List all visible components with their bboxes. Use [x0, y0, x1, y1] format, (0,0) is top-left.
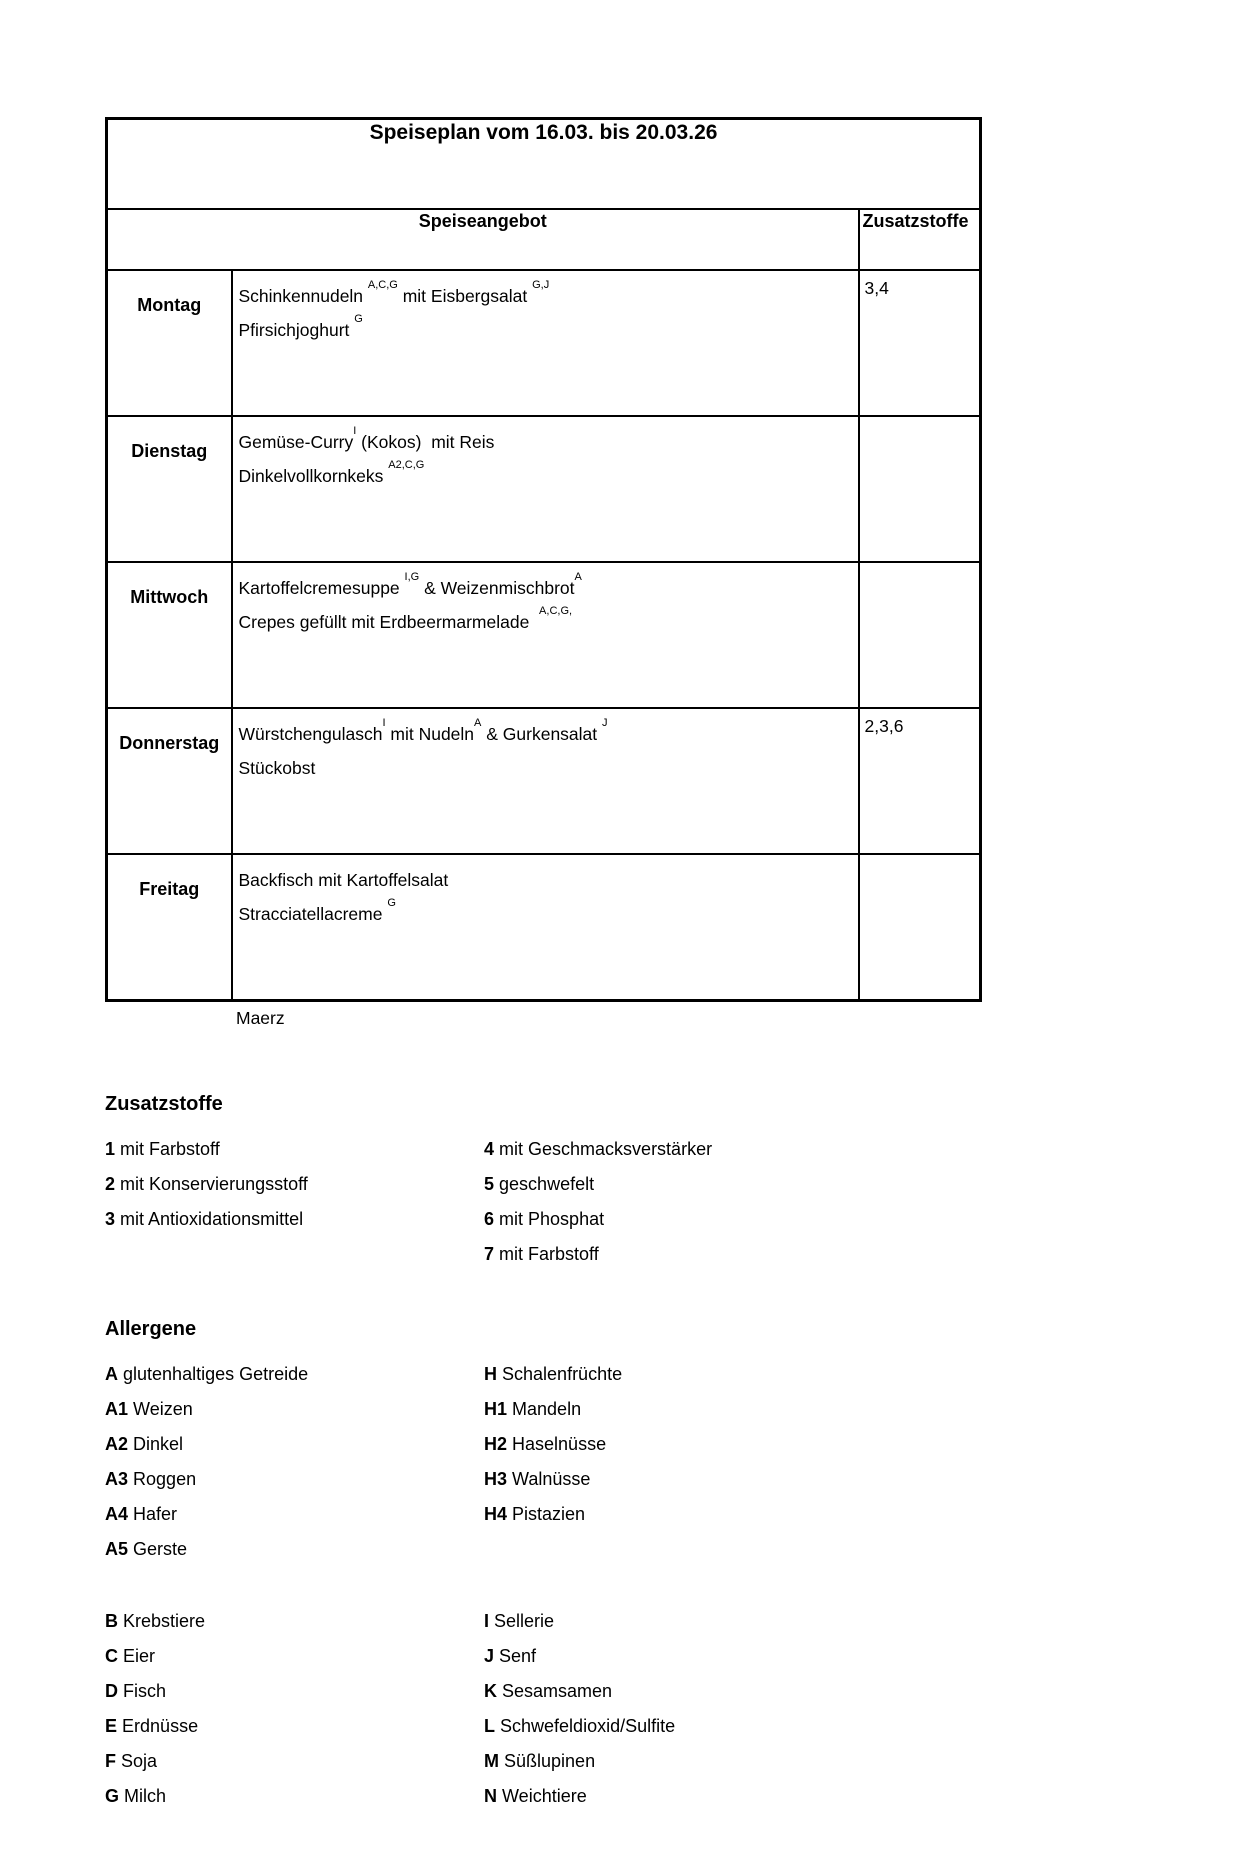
item-code: A4	[105, 1504, 129, 1524]
list-row	[105, 1604, 965, 1639]
list-item	[484, 1709, 965, 1744]
list-item	[105, 1779, 484, 1814]
item-code: A2	[105, 1434, 129, 1454]
item-code: E	[105, 1716, 118, 1736]
meals-cell	[232, 708, 859, 854]
item-label: Weichtiere	[502, 1786, 587, 1806]
item-label: mit Farbstoff	[499, 1244, 599, 1264]
meal-line: Pfirsichjoghurt $^G$	[238, 313, 363, 340]
allergen-superscript: A2,C,G	[388, 459, 425, 472]
item-code: H2	[484, 1434, 508, 1454]
list-item	[105, 1237, 484, 1272]
list-item	[105, 1497, 484, 1532]
meal-line: Gemüse-Curry$^I$ (Kokos) mit Reis	[238, 425, 495, 452]
meal-line: Backfisch mit Kartoffelsalat	[238, 870, 449, 890]
item-code: H	[484, 1364, 497, 1384]
list-item	[105, 1639, 484, 1674]
list-item	[105, 1357, 484, 1392]
item-code: J	[484, 1646, 495, 1666]
plan-title: Speiseplan vom 16.03. bis 20.03.26	[107, 119, 981, 210]
list-item	[484, 1167, 965, 1202]
item-label: geschwefelt	[499, 1174, 595, 1194]
item-code: B	[105, 1611, 118, 1631]
item-code: 1	[105, 1139, 116, 1159]
allergen-group	[105, 1604, 965, 1814]
item-code: H3	[484, 1469, 508, 1489]
item-label: Weizen	[133, 1399, 193, 1419]
table-row-montag	[107, 270, 981, 416]
list-item	[484, 1462, 965, 1497]
allergen-superscript: J	[602, 717, 608, 730]
day-cell: Dienstag	[107, 416, 232, 562]
item-label: Walnüsse	[512, 1469, 591, 1489]
item-label: Schalenfrüchte	[502, 1364, 623, 1384]
item-code: H4	[484, 1504, 508, 1524]
additives-heading: Zusatzstoffe	[105, 1093, 223, 1115]
item-label: Senf	[499, 1646, 537, 1666]
meals-cell	[232, 270, 859, 416]
meals-cell	[232, 562, 859, 708]
list-item	[105, 1674, 484, 1709]
list-row	[105, 1392, 965, 1427]
table-row-mittwoch	[107, 562, 981, 708]
list-row	[105, 1427, 965, 1462]
meal-line: Dinkelvollkornkeks $^{A2,C,G}$	[238, 459, 425, 486]
allergen-superscript: A,C,G	[367, 279, 398, 292]
list-item	[484, 1202, 965, 1237]
item-code: A5	[105, 1539, 129, 1559]
list-item	[484, 1237, 965, 1272]
item-label: Soja	[121, 1751, 158, 1771]
list-item	[484, 1392, 965, 1427]
item-code: K	[484, 1681, 497, 1701]
table-row-donnerstag	[107, 708, 981, 854]
list-item	[484, 1357, 965, 1392]
list-item	[105, 1202, 484, 1237]
item-label: mit Geschmacksverstärker	[499, 1139, 713, 1159]
list-row	[105, 1237, 965, 1272]
table-row-freitag	[107, 854, 981, 1001]
item-code: G	[105, 1786, 120, 1806]
item-code: F	[105, 1751, 116, 1771]
list-item	[484, 1744, 965, 1779]
item-code: M	[484, 1751, 499, 1771]
allergen-superscript: G,J	[532, 279, 550, 292]
item-label: Dinkel	[133, 1434, 184, 1454]
additives-cell: 3,4	[859, 270, 981, 416]
allergen-superscript: I,G	[404, 571, 420, 584]
title-row	[107, 119, 981, 210]
list-item	[105, 1604, 484, 1639]
offer-column-header: Speiseangebot	[107, 209, 859, 270]
list-item	[484, 1639, 965, 1674]
meal-line: Kartoffelcremesuppe $^{I,G}$ & Weizenmischbrot$^A$	[238, 571, 582, 598]
list-row	[105, 1709, 965, 1744]
additives-list	[105, 1132, 965, 1272]
table-row-dienstag	[107, 416, 981, 562]
item-code: A3	[105, 1469, 129, 1489]
list-row	[105, 1202, 965, 1237]
list-item	[105, 1167, 484, 1202]
item-label: Hafer	[133, 1504, 178, 1524]
list-row	[105, 1779, 965, 1814]
allergen-superscript: A	[574, 571, 582, 584]
list-item	[105, 1462, 484, 1497]
item-code: L	[484, 1716, 495, 1736]
item-label: glutenhaltiges Getreide	[123, 1364, 309, 1384]
day-cell: Mittwoch	[107, 562, 232, 708]
list-item	[105, 1532, 484, 1567]
meal-line: Crepes gefüllt mit Erdbeermarmelade $^{A,C,G,}$	[238, 605, 573, 632]
item-code: N	[484, 1786, 497, 1806]
list-item	[484, 1604, 965, 1639]
list-item	[484, 1779, 965, 1814]
list-row	[105, 1167, 965, 1202]
item-label: Krebstiere	[123, 1611, 206, 1631]
table-header-row	[107, 209, 981, 270]
list-item	[105, 1427, 484, 1462]
list-row	[105, 1497, 965, 1532]
item-label: Erdnüsse	[122, 1716, 199, 1736]
item-code: 4	[484, 1139, 495, 1159]
list-item	[105, 1709, 484, 1744]
document-page	[0, 117, 1240, 1871]
list-item	[484, 1427, 965, 1462]
allergen-superscript: A,C,G,	[539, 605, 573, 618]
additives-cell: 2,3,6	[859, 708, 981, 854]
item-label: mit Phosphat	[499, 1209, 605, 1229]
item-code: 6	[484, 1209, 495, 1229]
item-label: Milch	[124, 1786, 167, 1806]
list-row	[105, 1357, 965, 1392]
item-label: Haselnüsse	[512, 1434, 607, 1454]
additives-cell	[859, 562, 981, 708]
meal-rows	[107, 270, 981, 1001]
list-row	[105, 1674, 965, 1709]
item-label: Gerste	[133, 1539, 188, 1559]
day-cell: Freitag	[107, 854, 232, 1001]
month-footnote: Maerz	[236, 1008, 285, 1028]
list-row	[105, 1532, 965, 1567]
meal-line: Stückobst	[238, 758, 316, 778]
allergens-heading: Allergene	[105, 1318, 197, 1340]
day-cell: Donnerstag	[107, 708, 232, 854]
item-code: I	[484, 1611, 490, 1631]
list-row	[105, 1639, 965, 1674]
item-label: mit Antioxidationsmittel	[120, 1209, 304, 1229]
list-item	[484, 1674, 965, 1709]
meals-cell	[232, 416, 859, 562]
item-label: mit Konservierungsstoff	[120, 1174, 308, 1194]
item-label: Roggen	[133, 1469, 197, 1489]
allergen-superscript: I	[353, 425, 357, 438]
item-label: Sellerie	[494, 1611, 555, 1631]
additives-column-header: Zusatzstoffe	[859, 209, 981, 270]
item-code: 3	[105, 1209, 116, 1229]
list-item	[484, 1532, 965, 1567]
allergen-superscript: G	[387, 897, 396, 910]
item-code: A1	[105, 1399, 129, 1419]
list-row	[105, 1462, 965, 1497]
item-code: 7	[484, 1244, 495, 1264]
item-label: Pistazien	[512, 1504, 586, 1524]
list-item	[484, 1497, 965, 1532]
allergen-superscript: I	[382, 717, 386, 730]
item-label: Eier	[123, 1646, 156, 1666]
additives-cell	[859, 854, 981, 1001]
item-code: H1	[484, 1399, 508, 1419]
allergen-superscript: G	[354, 313, 363, 326]
allergen-group	[105, 1357, 965, 1567]
allergen-superscript: A	[474, 717, 482, 730]
item-label: Mandeln	[512, 1399, 582, 1419]
meal-plan-table	[105, 117, 982, 1002]
meal-line: Schinkennudeln $^{A,C,G}$ mit Eisbergsalat $^{G,J}$	[238, 279, 550, 306]
item-label: Sesamsamen	[502, 1681, 613, 1701]
item-label: mit Farbstoff	[120, 1139, 220, 1159]
meals-cell	[232, 854, 859, 1001]
list-item	[105, 1132, 484, 1167]
meal-line: Stracciatellacreme $^G$	[238, 897, 396, 924]
item-label: Fisch	[123, 1681, 167, 1701]
item-code: A	[105, 1364, 118, 1384]
item-label: Süßlupinen	[504, 1751, 596, 1771]
meal-line: Würstchengulasch$^I$ mit Nudeln$^A$ & Gurkensalat $^J$	[238, 717, 608, 744]
additives-cell	[859, 416, 981, 562]
item-label: Schwefeldioxid/Sulfite	[500, 1716, 676, 1736]
list-item	[105, 1392, 484, 1427]
list-item	[484, 1132, 965, 1167]
allergens-list	[105, 1357, 965, 1814]
list-item	[105, 1744, 484, 1779]
list-row	[105, 1132, 965, 1167]
item-code: 2	[105, 1174, 116, 1194]
item-code: 5	[484, 1174, 495, 1194]
item-code: C	[105, 1646, 118, 1666]
item-code: D	[105, 1681, 118, 1701]
day-cell: Montag	[107, 270, 232, 416]
list-row	[105, 1744, 965, 1779]
